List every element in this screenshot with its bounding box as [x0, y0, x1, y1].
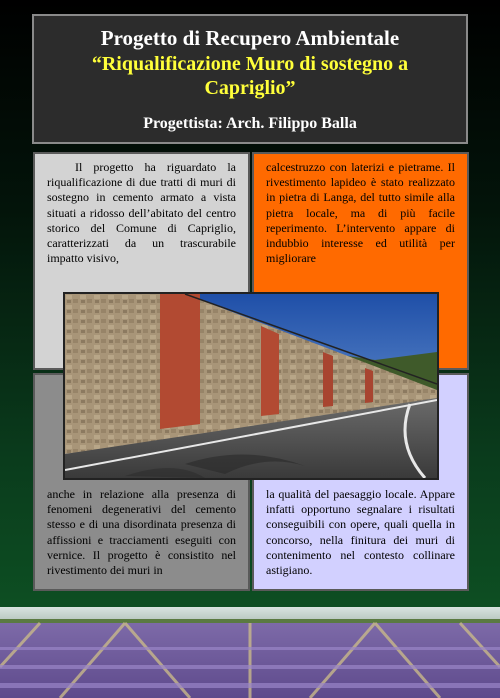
lavender-field-photo	[0, 607, 500, 698]
text-box-top-right: calcestruzzo con laterizi e pietrame. Il rivestimento lapideo è stato realizzato in pietra di Langa, del tutto simile alla pietra locale, ma di più facile reperimento. L’intervento appare di indubbio interesse ed utilità per migliorare	[252, 152, 469, 370]
page-title: Progetto di Recupero Ambientale	[100, 26, 400, 50]
text-box-top-left: Il progetto ha riguardato la riqualificazione di due tratti di muri di sostegno in cemento armato a vista situati a ridosso dell’abitato del centro storico del Comune di Capriglio, caratterizzati da un trascurabile impatto visivo,	[33, 152, 250, 370]
text-box-bottom-left: anche in relazione alla presenza di fenomeni degenerativi del cemento stesso e di una disordinata presenza di affissioni e tracciamenti eseguiti con vernice. Il progetto è consistito nel rivestimento dei muri in	[33, 373, 250, 591]
text-box-bottom-right: la qualità del paesaggio locale. Appare infatti opportuno segnalare i risultati conseguibili con opere, quali quella in concorso, nella finitura dei muri di contenimento nel contesto collinare astigiano.	[252, 373, 469, 591]
retaining-wall-photo	[63, 292, 439, 480]
designer-credit: Progettista: Arch. Filippo Balla	[143, 115, 357, 132]
project-subtitle: “Riqualificazione Muro di sostegno a Capriglio”	[91, 53, 409, 99]
header-panel	[32, 14, 468, 144]
